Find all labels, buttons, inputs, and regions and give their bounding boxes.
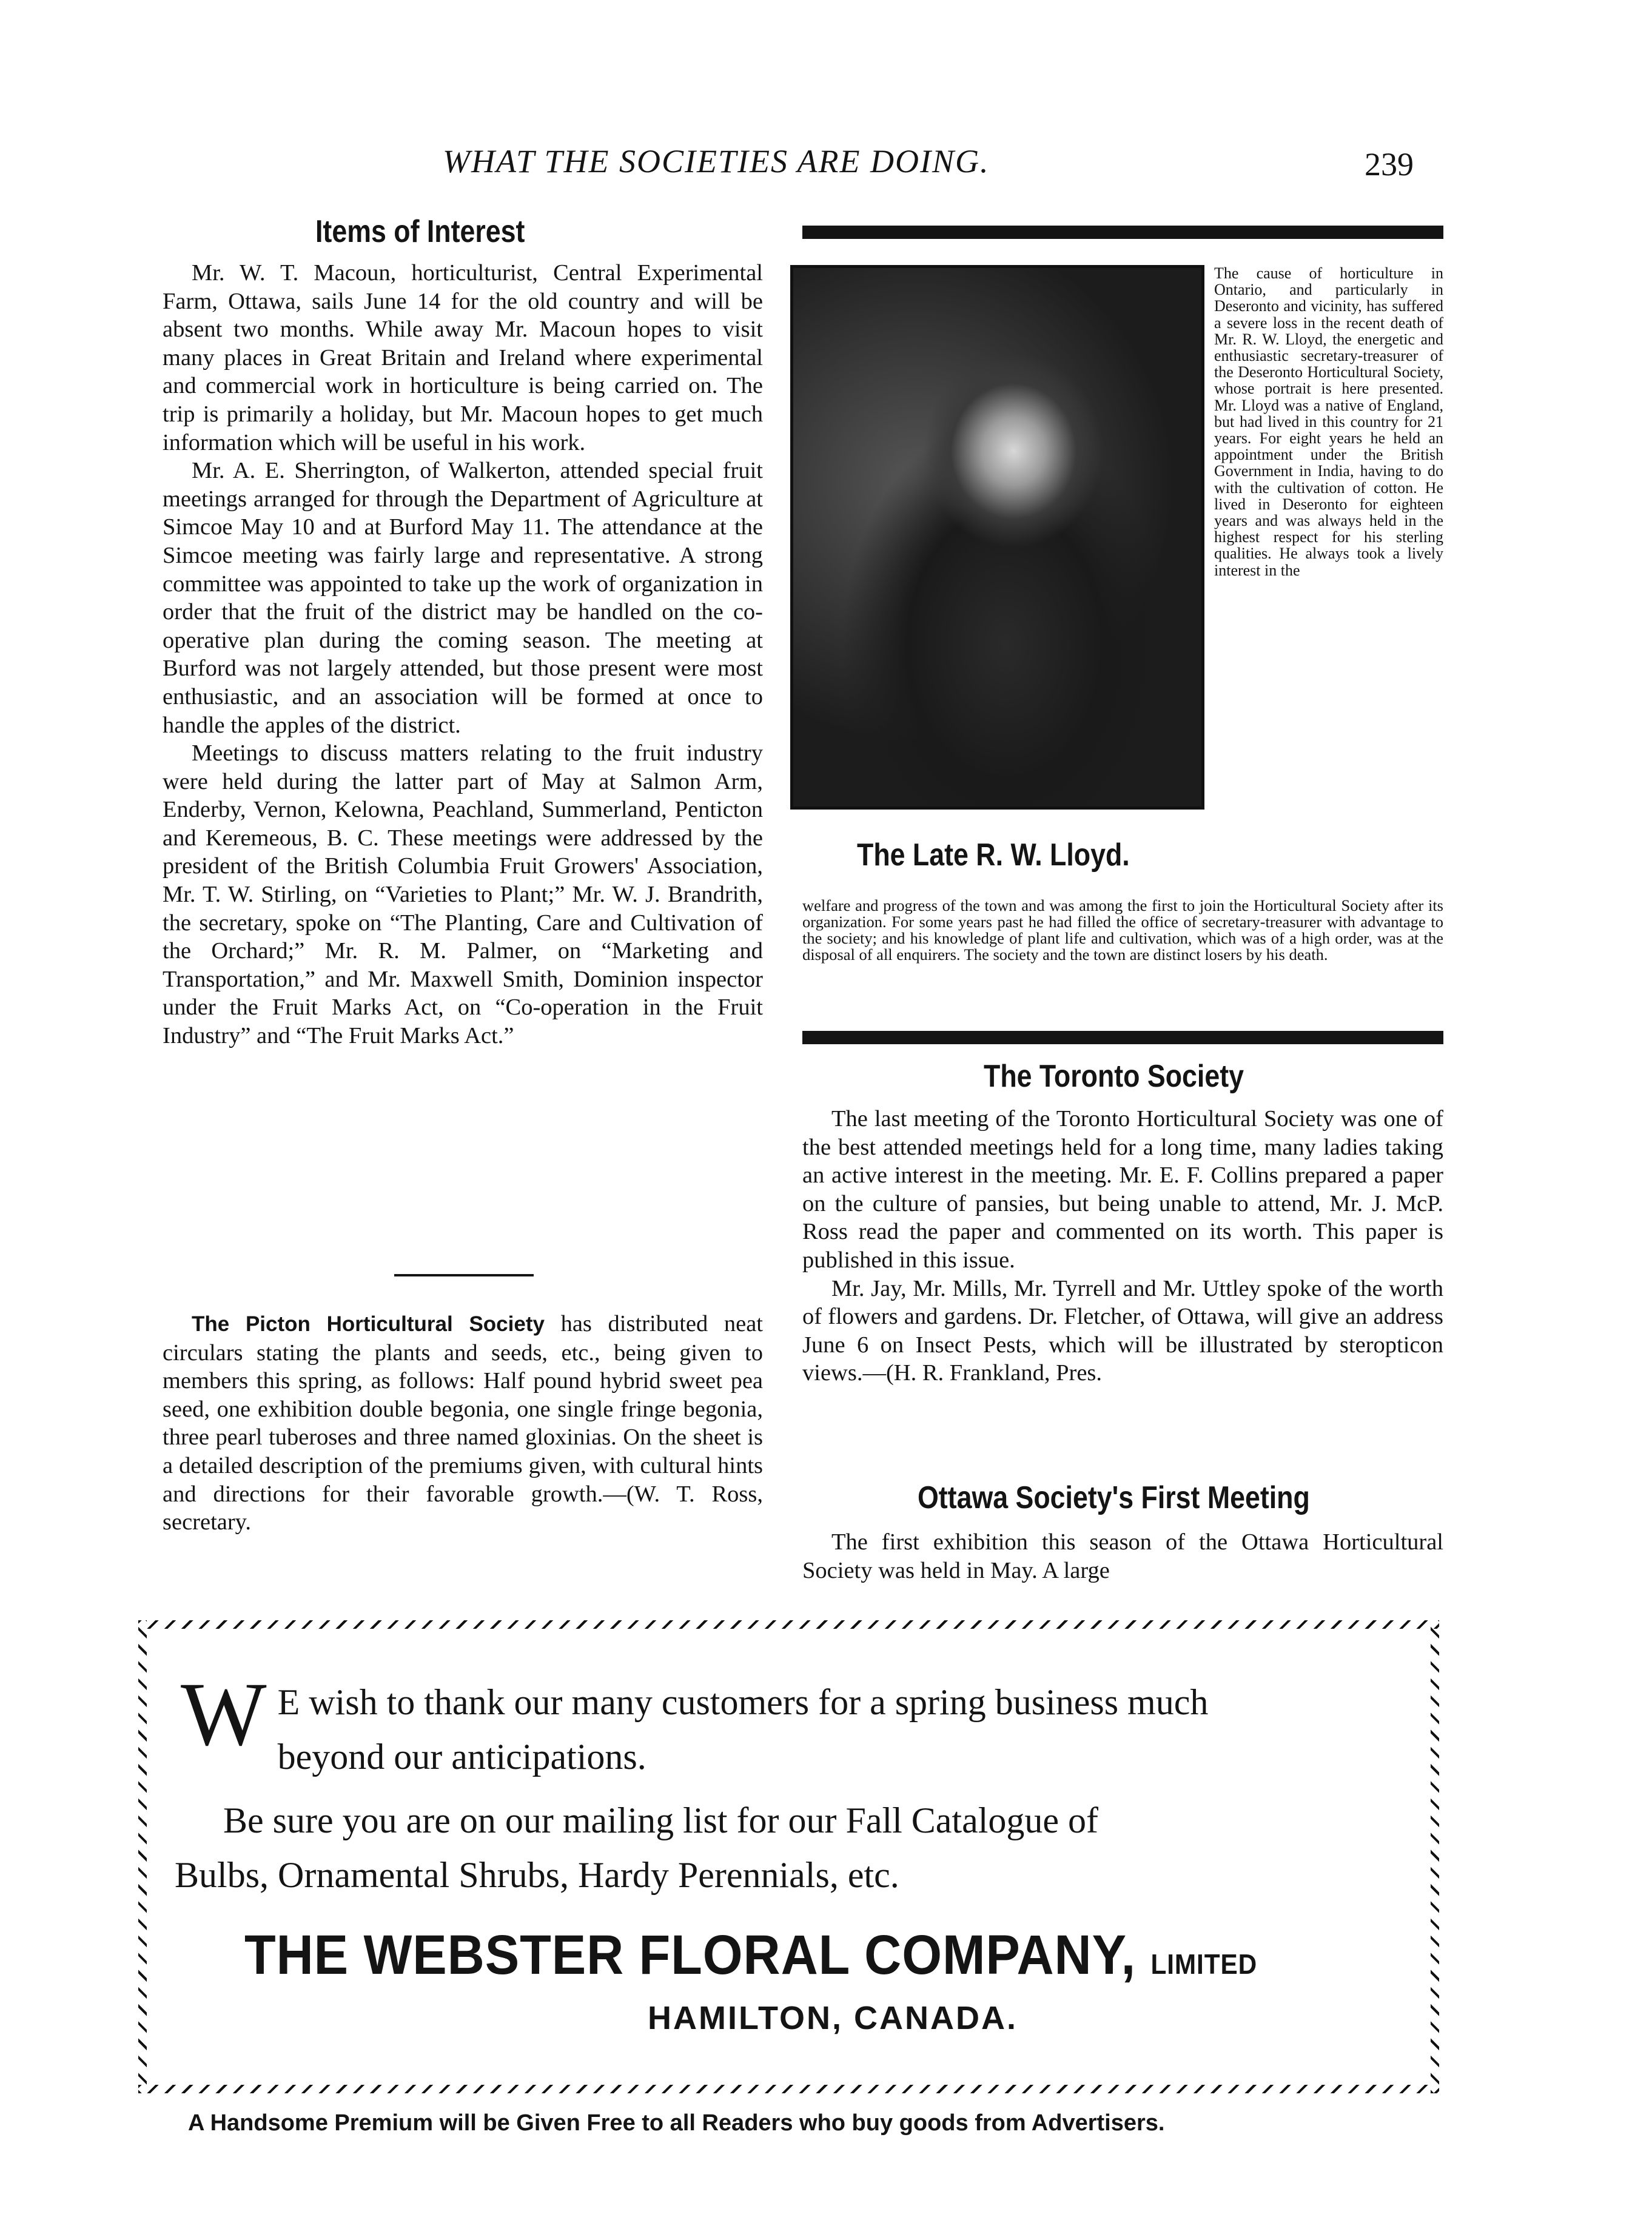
toronto-paragraph-1: The last meeting of the Toronto Horticultural Society was one of the best attended meetings held for a long time, many ladies taking an active interest in the meeting. Mr. E. F. Collins prepared a paper on the culture of pansies, but being unable to attend, Mr. J. McP. Ross read the paper and commented on its worth. This paper is published in this issue.	[802, 1106, 1443, 1273]
company-city: HAMILTON, CANADA.	[648, 2000, 1018, 2036]
running-title: WHAT THE SOCIETIES ARE DOING.	[443, 143, 990, 179]
picton-lead: The Picton Horticultural Society	[192, 1312, 545, 1336]
items-of-interest-title: Items of Interest	[315, 214, 525, 249]
ad-line-4: Bulbs, Ornamental Shrubs, Hardy Perennials, etc.	[175, 1855, 899, 1895]
webster-floral-advertisement	[132, 1614, 1445, 2099]
items-of-interest-body	[163, 259, 763, 1050]
ottawa-title: Ottawa Society's First Meeting	[918, 1480, 1310, 1515]
toronto-paragraph-2: Mr. Jay, Mr. Mills, Mr. Tyrrell and Mr. Uttley spoke of the worth of flowers and gardens. Dr. Fletcher, of Ottawa, will give an address June 6 on Insect Pests, which will be illustrated by steropticon views.—(H. R. Frankland, Pres.	[802, 1275, 1443, 1386]
paragraph-macoun: Mr. W. T. Macoun, horticulturist, Central Experimental Farm, Ottawa, sails June 14 for the old country and will be absent two months. While away Mr. Macoun hopes to visit many places in Great Britain and Ireland where experimental and commercial work in horticulture is being carried on. The trip is primarily a holiday, but Mr. Macoun hopes to get much information which will be useful in his work.	[163, 260, 763, 455]
top-rule	[802, 226, 1443, 239]
paragraph-bc-meetings: Meetings to discuss matters relating to the fruit industry were held during the latter part of May at Salmon Arm, Enderby, Vernon, Kelowna, Peachland, Summerland, Penticton and Keremeous, B. C. These meetings were addressed by the president of the British Columbia Fruit Growers' Association, Mr. T. W. Stirling, on “Varieties to Plant;” Mr. W. J. Brandrith, the secretary, spoke on “The Planting, Care and Cultivation of the Orchard;” Mr. R. M. Palmer, on “Marketing and Transportation,” and Mr. Maxwell Smith, Dominion inspector under the Fruit Marks Act, on “Co-operation in the Fruit Industry” and “The Fruit Marks Act.”	[163, 740, 763, 1049]
drop-cap: W	[181, 1664, 267, 1765]
ad-line-3: Be sure you are on our mailing list for our Fall Catalogue of	[223, 1800, 1099, 1840]
company-name: THE WEBSTER FLORAL COMPANY, LIMITED	[244, 1924, 1258, 1986]
picton-paragraph	[163, 1310, 763, 1537]
ad-thanks	[181, 1664, 1406, 1784]
toronto-body	[802, 1105, 1443, 1387]
toronto-rule	[802, 1031, 1443, 1044]
section-divider	[394, 1274, 534, 1276]
ottawa-body	[802, 1528, 1443, 1585]
limited-label: LIMITED	[1150, 1948, 1258, 1980]
lloyd-caption-title: The Late R. W. Lloyd.	[857, 837, 1130, 873]
ad-line-1: E wish to thank our many customers for a spring business much	[277, 1682, 1209, 1722]
toronto-title: The Toronto Society	[984, 1059, 1244, 1094]
paragraph-sherrington: Mr. A. E. Sherrington, of Walkerton, attended special fruit meetings arranged for through the Department of Agriculture at Simcoe May 10 and at Burford May 11. The attendance at the Simcoe meeting was fairly large and representative. A strong committee was appointed to take up the work of organization in order that the fruit of the district may be handled on the co-operative plan during the coming season. The meeting at Burford was not largely attended, but those present were most enthusiastic, and an association will be formed at once to handle the apples of the district.	[163, 458, 763, 738]
ad-line-2: beyond our anticipations.	[277, 1737, 646, 1777]
lloyd-side-text: The cause of horticulture in Ontario, and particularly in Deseronto and vicinity, has suffered a severe loss in the recent death of Mr. R. W. Lloyd, the energetic and enthusiastic secretary-treasurer of the Deseronto Horticultural Society, whose portrait is here presented. Mr. Lloyd was a native of England, but had lived in this country for 21 years. For eight years he held an appointment under the British Government in India, having to do with the cultivation of cotton. He lived in Deseronto for eighteen years and was always held in the highest respect for his sterling qualities. He always took a lively interest in the	[1214, 264, 1443, 579]
ottawa-paragraph: The first exhibition this season of the Ottawa Horticultural Society was held in May. A large	[802, 1529, 1443, 1583]
picton-text: has distributed neat circulars stating the plants and seeds, etc., being given to members this spring, as follows: Half pound hybrid sweet pea seed, one exhibition double begonia, one single fringe begonia, three pearl tuberoses and three named gloxinias. On the sheet is a detailed description of the premiums given, with cultural hints and directions for their favorable growth.—(W. T. Ross, secretary.	[163, 1311, 763, 1535]
footer-note: A Handsome Premium will be Given Free to all Readers who buy goods from Advertisers.	[188, 2110, 1165, 2136]
lloyd-bottom-text: welfare and progress of the town and was among the first to join the Horticultural Society after its organization. For some years past he had filled the office of secretary-treasurer with advantage to the society; and his knowledge of plant life and cultivation, which was of a high order, was at the disposal of all enquirers. The society and the town are distinct losers by his death.	[802, 896, 1443, 964]
portrait-photo	[790, 265, 1204, 810]
page-number: 239	[1365, 146, 1414, 183]
